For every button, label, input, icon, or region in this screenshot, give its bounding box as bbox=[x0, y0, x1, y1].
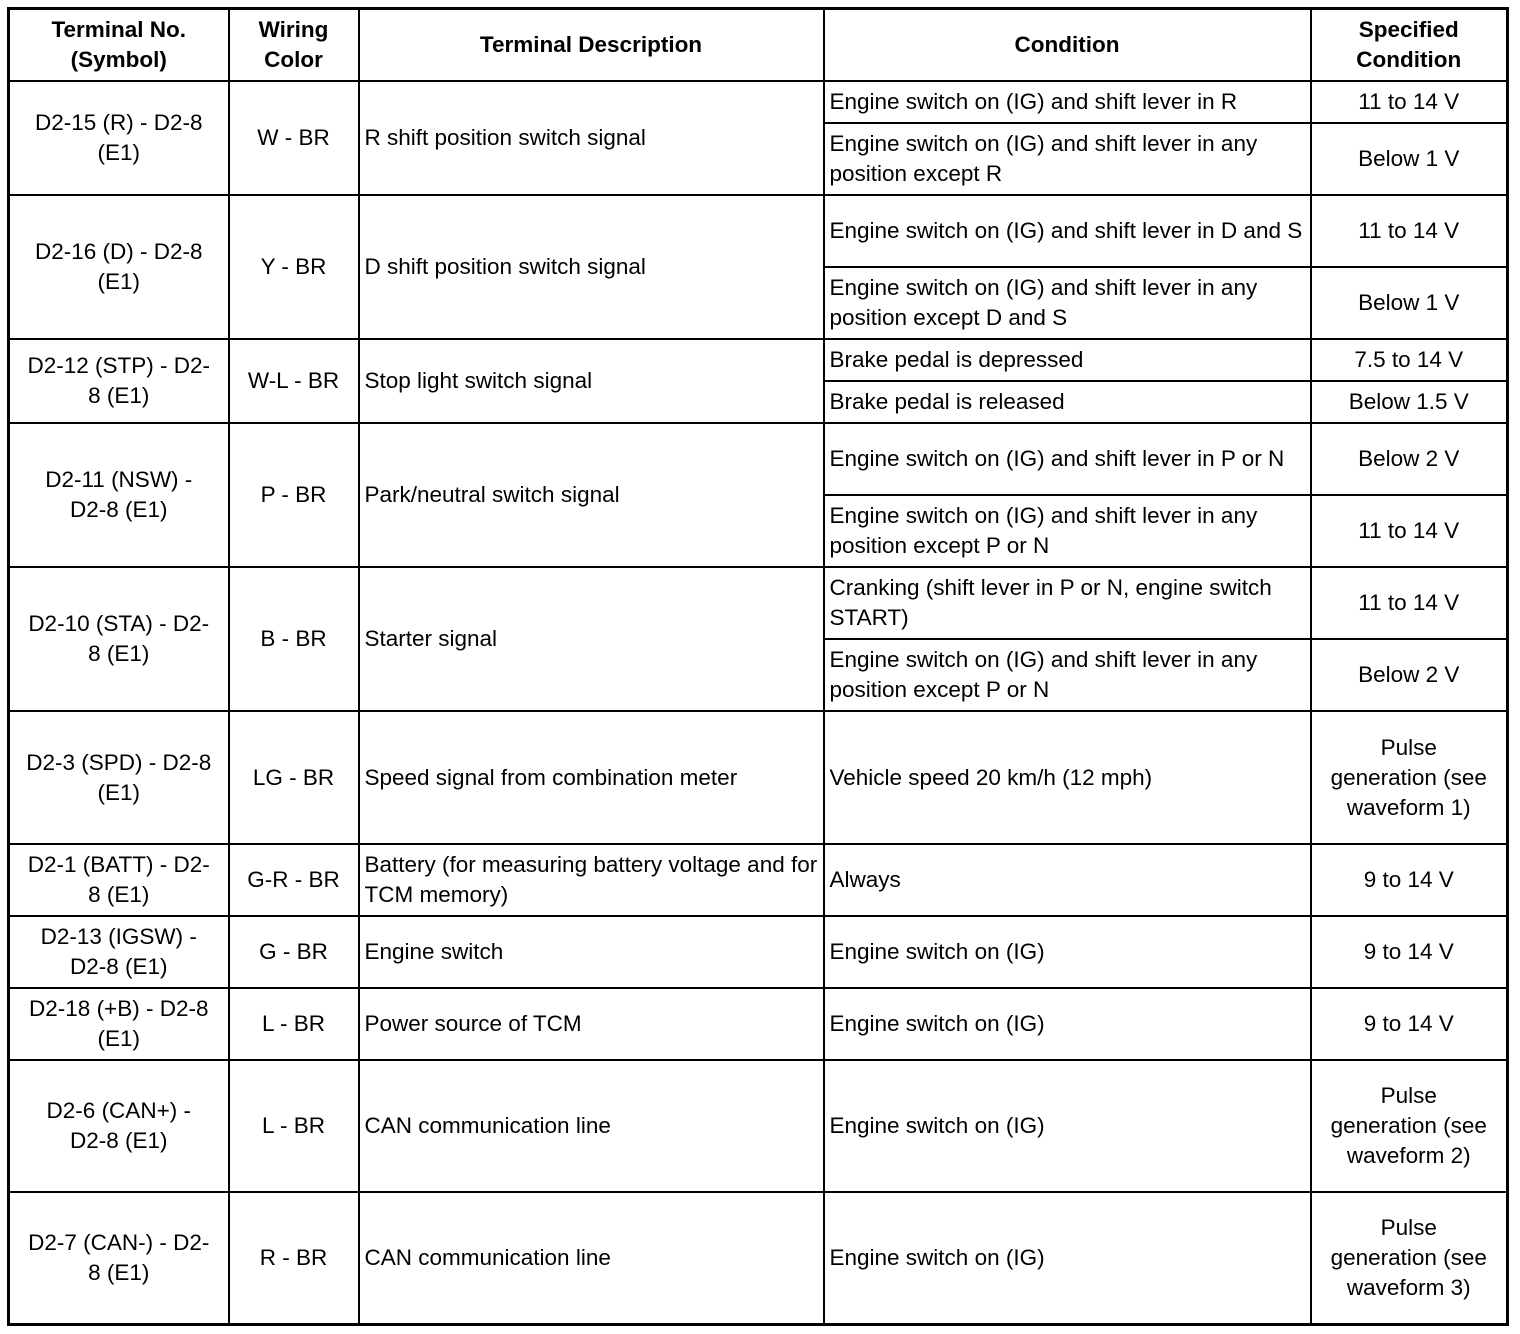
terminal-cell: D2-12 (STP) - D2-8 (E1) bbox=[9, 339, 229, 423]
terminal-description-cell: Power source of TCM bbox=[359, 988, 824, 1060]
condition-cell: Brake pedal is released bbox=[824, 381, 1311, 423]
condition-cell: Engine switch on (IG) and shift lever in D and S bbox=[824, 195, 1311, 267]
condition-cell: Engine switch on (IG) and shift lever in any position except R bbox=[824, 123, 1311, 195]
specified-condition-cell: Below 2 V bbox=[1311, 423, 1508, 495]
terminal-description-cell: Park/neutral switch signal bbox=[359, 423, 824, 567]
table-row bbox=[9, 988, 1508, 1060]
table-row bbox=[9, 567, 1508, 639]
condition-cell: Cranking (shift lever in P or N, engine switch START) bbox=[824, 567, 1311, 639]
wiring-color-cell: R - BR bbox=[229, 1192, 359, 1324]
table-body bbox=[9, 81, 1508, 1325]
table-row bbox=[9, 1060, 1508, 1192]
table-row bbox=[9, 195, 1508, 267]
terminal-description-cell: Engine switch bbox=[359, 916, 824, 988]
wiring-color-cell: Y - BR bbox=[229, 195, 359, 339]
header-specified-condition: Specified Condition bbox=[1311, 9, 1508, 81]
table-row bbox=[9, 339, 1508, 381]
terminal-spec-table bbox=[7, 7, 1509, 1326]
specified-condition-cell: Below 1.5 V bbox=[1311, 381, 1508, 423]
specified-condition-cell: 11 to 14 V bbox=[1311, 567, 1508, 639]
wiring-color-cell: W-L - BR bbox=[229, 339, 359, 423]
condition-cell: Always bbox=[824, 844, 1311, 916]
condition-cell: Engine switch on (IG) and shift lever in any position except P or N bbox=[824, 639, 1311, 711]
wiring-color-cell: LG - BR bbox=[229, 711, 359, 843]
terminal-description-cell: Battery (for measuring battery voltage and for TCM memory) bbox=[359, 844, 824, 916]
wiring-color-cell: B - BR bbox=[229, 567, 359, 711]
terminal-description-cell: Speed signal from combination meter bbox=[359, 711, 824, 843]
condition-cell: Engine switch on (IG) bbox=[824, 988, 1311, 1060]
specified-condition-cell: Pulse generation (see waveform 3) bbox=[1311, 1192, 1508, 1324]
condition-cell: Brake pedal is depressed bbox=[824, 339, 1311, 381]
condition-cell: Engine switch on (IG) bbox=[824, 1192, 1311, 1324]
specified-condition-cell: Pulse generation (see waveform 2) bbox=[1311, 1060, 1508, 1192]
condition-cell: Engine switch on (IG) bbox=[824, 1060, 1311, 1192]
wiring-color-cell: L - BR bbox=[229, 1060, 359, 1192]
header-wiring-color: Wiring Color bbox=[229, 9, 359, 81]
terminal-cell: D2-10 (STA) - D2-8 (E1) bbox=[9, 567, 229, 711]
specified-condition-cell: 11 to 14 V bbox=[1311, 81, 1508, 123]
specified-condition-cell: 9 to 14 V bbox=[1311, 844, 1508, 916]
table-row bbox=[9, 711, 1508, 843]
wiring-color-cell: L - BR bbox=[229, 988, 359, 1060]
condition-cell: Engine switch on (IG) bbox=[824, 916, 1311, 988]
terminal-cell: D2-3 (SPD) - D2-8 (E1) bbox=[9, 711, 229, 843]
terminal-description-cell: Starter signal bbox=[359, 567, 824, 711]
terminal-cell: D2-15 (R) - D2-8 (E1) bbox=[9, 81, 229, 195]
condition-cell: Engine switch on (IG) and shift lever in any position except D and S bbox=[824, 267, 1311, 339]
condition-cell: Engine switch on (IG) and shift lever in R bbox=[824, 81, 1311, 123]
terminal-description-cell: CAN communication line bbox=[359, 1192, 824, 1324]
header-condition: Condition bbox=[824, 9, 1311, 81]
table-row bbox=[9, 1192, 1508, 1324]
terminal-cell: D2-13 (IGSW) - D2-8 (E1) bbox=[9, 916, 229, 988]
table-header bbox=[9, 9, 1508, 81]
wiring-color-cell: W - BR bbox=[229, 81, 359, 195]
terminal-cell: D2-7 (CAN-) - D2-8 (E1) bbox=[9, 1192, 229, 1324]
specified-condition-cell: 9 to 14 V bbox=[1311, 988, 1508, 1060]
condition-cell: Vehicle speed 20 km/h (12 mph) bbox=[824, 711, 1311, 843]
header-terminal: Terminal No. (Symbol) bbox=[9, 9, 229, 81]
terminal-description-cell: Stop light switch signal bbox=[359, 339, 824, 423]
specified-condition-cell: Below 2 V bbox=[1311, 639, 1508, 711]
specified-condition-cell: Below 1 V bbox=[1311, 267, 1508, 339]
table-row bbox=[9, 423, 1508, 495]
header-terminal-description: Terminal Description bbox=[359, 9, 824, 81]
specified-condition-cell: Pulse generation (see waveform 1) bbox=[1311, 711, 1508, 843]
terminal-cell: D2-6 (CAN+) - D2-8 (E1) bbox=[9, 1060, 229, 1192]
condition-cell: Engine switch on (IG) and shift lever in any position except P or N bbox=[824, 495, 1311, 567]
condition-cell: Engine switch on (IG) and shift lever in P or N bbox=[824, 423, 1311, 495]
table-row bbox=[9, 844, 1508, 916]
specified-condition-cell: Below 1 V bbox=[1311, 123, 1508, 195]
table-row bbox=[9, 81, 1508, 123]
wiring-color-cell: G-R - BR bbox=[229, 844, 359, 916]
terminal-cell: D2-1 (BATT) - D2-8 (E1) bbox=[9, 844, 229, 916]
terminal-cell: D2-18 (+B) - D2-8 (E1) bbox=[9, 988, 229, 1060]
wiring-color-cell: P - BR bbox=[229, 423, 359, 567]
terminal-cell: D2-11 (NSW) - D2-8 (E1) bbox=[9, 423, 229, 567]
specified-condition-cell: 7.5 to 14 V bbox=[1311, 339, 1508, 381]
specified-condition-cell: 11 to 14 V bbox=[1311, 195, 1508, 267]
terminal-description-cell: D shift position switch signal bbox=[359, 195, 824, 339]
table-row bbox=[9, 916, 1508, 988]
header-row bbox=[9, 9, 1508, 81]
terminal-description-cell: R shift position switch signal bbox=[359, 81, 824, 195]
terminal-cell: D2-16 (D) - D2-8 (E1) bbox=[9, 195, 229, 339]
specified-condition-cell: 9 to 14 V bbox=[1311, 916, 1508, 988]
wiring-color-cell: G - BR bbox=[229, 916, 359, 988]
specified-condition-cell: 11 to 14 V bbox=[1311, 495, 1508, 567]
terminal-description-cell: CAN communication line bbox=[359, 1060, 824, 1192]
